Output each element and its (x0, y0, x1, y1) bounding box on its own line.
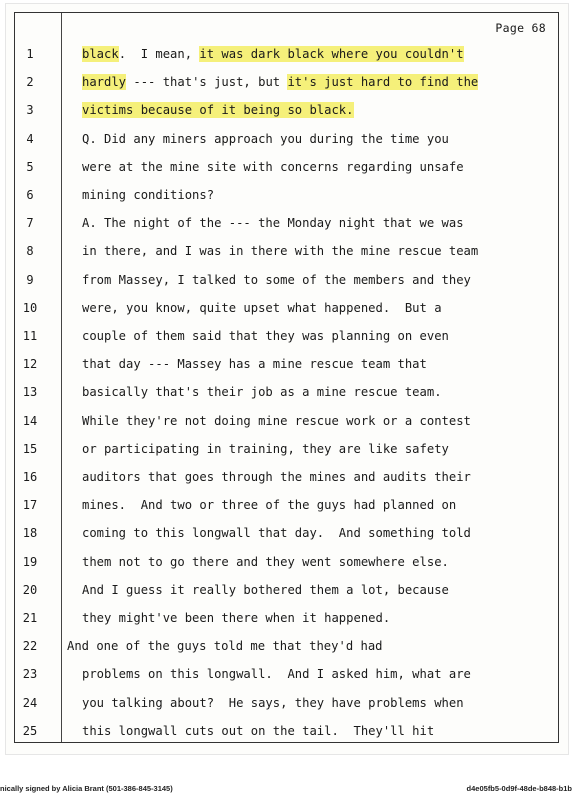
highlighted-text: it's just hard to find the (287, 75, 479, 90)
text-segment: that day --- Massey has a mine rescue team that (82, 357, 427, 372)
transcript-frame (14, 12, 559, 743)
text-segment: While they're not doing mine rescue work or a contest (82, 413, 471, 428)
line-number: 3 (26, 103, 34, 118)
line-text (82, 71, 478, 93)
line-text (82, 381, 442, 403)
line-text (82, 410, 471, 432)
line-text (82, 438, 449, 460)
line-number: 16 (22, 470, 38, 484)
text-segment: mining conditions? (82, 188, 215, 202)
text-segment: in there, and I was in there with the mine rescue team (82, 244, 479, 259)
footer-document-id: d4e05fb5-0d9f-48de-b848-b1b (466, 784, 572, 793)
line-number: 20 (22, 582, 38, 597)
text-segment: they might've been there when it happened. (82, 611, 391, 625)
line-number: 14 (22, 413, 38, 428)
line-number: 1 (26, 47, 34, 61)
line-number: 8 (26, 244, 34, 259)
line-number: 6 (26, 188, 34, 202)
line-number: 24 (22, 695, 38, 710)
line-text (82, 128, 449, 150)
line-number: 7 (26, 216, 34, 231)
text-segment: Q. Did any miners approach you during the time you (82, 131, 449, 146)
line-number: 22 (22, 639, 38, 654)
text-segment: this longwall cuts out on the tail. They'll hit (82, 723, 435, 738)
text-segment: were at the mine site with concerns regarding unsafe (82, 159, 464, 174)
footer-signature: nically signed by Alicia Brant (501-386-845-3145) (0, 784, 173, 793)
line-number: 5 (26, 159, 34, 174)
line-text (82, 494, 456, 516)
line-number: 2 (26, 75, 34, 90)
line-text (67, 635, 383, 657)
line-number: 13 (22, 385, 38, 400)
line-text (82, 156, 464, 178)
line-text (82, 353, 427, 375)
line-number: 9 (26, 272, 34, 287)
text-segment: coming to this longwall that day. And something told (82, 526, 471, 541)
line-text (82, 720, 434, 742)
line-number: 15 (22, 441, 38, 456)
text-segment: And I guess it really bothered them a lot, because (82, 582, 449, 597)
line-text (82, 551, 449, 573)
text-segment: A. The night of the --- the Monday night that we was (82, 216, 464, 231)
text-segment: couple of them said that they was planning on even (82, 329, 449, 343)
line-number: 10 (22, 300, 38, 315)
line-text (82, 466, 471, 488)
margin-rule (61, 13, 62, 742)
text-segment: . I mean, (118, 47, 200, 61)
text-segment: auditors that goes through the mines and audits their (82, 470, 471, 484)
highlighted-text: hardly (82, 75, 127, 90)
line-text (82, 663, 471, 685)
text-segment: you talking about? He says, they have problems when (82, 695, 464, 710)
text-segment: from Massey, I talked to some of the members and they (82, 272, 471, 287)
line-text (82, 579, 449, 601)
line-number: 17 (22, 498, 38, 513)
transcript-page (6, 4, 568, 754)
signature-footer (0, 784, 576, 798)
page-number: Page 68 (495, 21, 546, 35)
text-segment: were, you know, quite upset what happened. But a (82, 300, 442, 315)
highlighted-text: black (82, 47, 119, 61)
line-number: 19 (22, 554, 38, 569)
highlighted-text: it was dark black where you couldn't (199, 47, 464, 61)
line-text (82, 240, 478, 262)
text-segment: --- that's just, but (126, 75, 288, 90)
line-number: 4 (26, 131, 34, 146)
text-segment: them not to go there and they went somewhere else. (82, 554, 449, 569)
line-number: 18 (22, 526, 38, 541)
line-number: 23 (22, 667, 38, 682)
line-number: 11 (22, 329, 38, 343)
line-number: 21 (22, 611, 38, 625)
text-segment: basically that's their job as a mine rescue team. (82, 385, 442, 400)
line-text (82, 99, 354, 121)
line-text (82, 184, 214, 206)
highlighted-text: victims because of it being so black. (82, 103, 354, 118)
line-text (82, 212, 464, 234)
line-number: 25 (22, 723, 38, 738)
line-text (82, 607, 390, 629)
line-text (82, 692, 464, 714)
text-segment: And one of the guys told me that they'd had (67, 639, 383, 654)
line-number: 12 (22, 357, 38, 372)
line-text (82, 522, 471, 544)
line-text (82, 43, 464, 65)
text-segment: mines. And two or three of the guys had planned on (82, 498, 457, 513)
text-segment: or participating in training, they are like safety (82, 441, 449, 456)
line-text (82, 297, 442, 319)
line-text (82, 325, 449, 347)
text-segment: problems on this longwall. And I asked him, what are (82, 667, 471, 682)
line-text (82, 269, 471, 291)
